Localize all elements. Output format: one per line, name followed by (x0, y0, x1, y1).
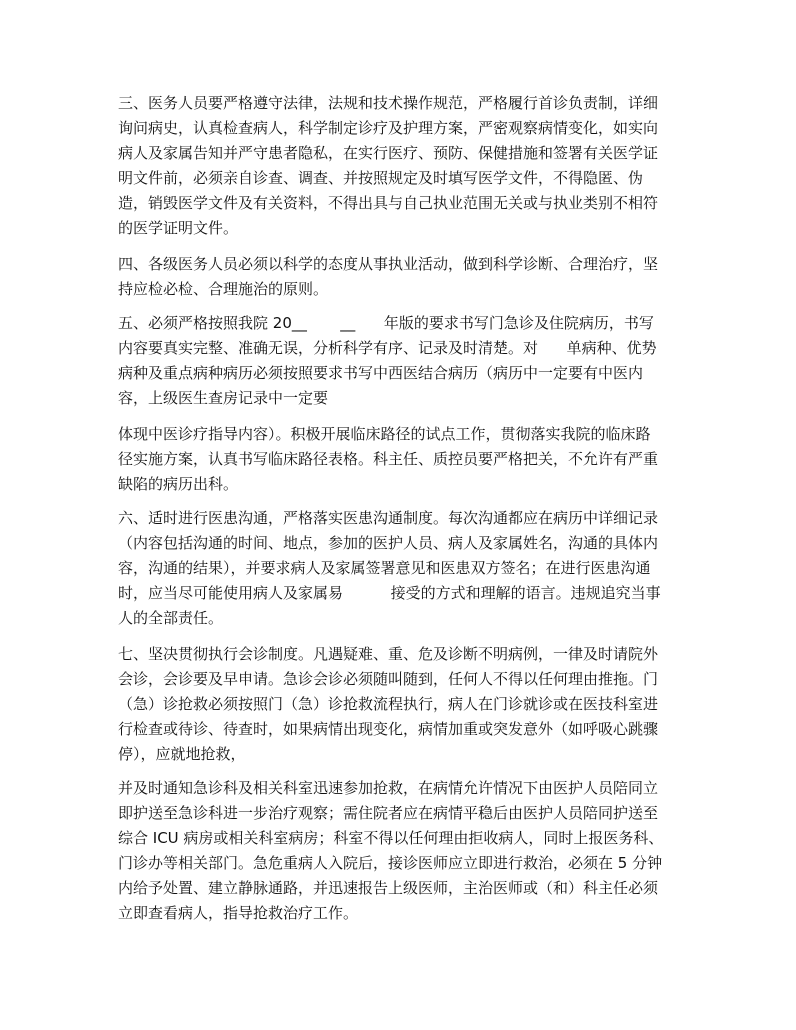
text-line: 时，应当尽可能使用病人及家属易 接受的方式和理解的语言。违规追究当事 (118, 584, 661, 602)
text-line: 造，销毁医学文件及有关资料，不得出具与自己执业范围无关或与执业类别不相符 (118, 194, 659, 212)
text-line: （内容包括沟通的时间、地点，参加的医护人员、病人及家属姓名，沟通的具体内 (118, 534, 659, 552)
text-line: 病种及重点病种病历必须按照要求书写中西医结合病历（病历中一定要有中医内 (118, 364, 644, 382)
text-line: 人的全部责任。 (118, 609, 224, 627)
text-line: 立即查看病人，指导抢救治疗工作。 (118, 904, 359, 922)
text-line: 门诊办等相关部门。急危重病人入院后，接诊医师应立即进行救治，必须在 5 分钟 (118, 854, 663, 872)
text-line: 内容要真实完整、准确无误，分析科学有序、记录及时清楚。对 单病种、优势 (118, 339, 657, 357)
text-line: 询问病史，认真检查病人，科学制定诊疗及护理方案，严密观察病情变化，如实向 (118, 119, 659, 137)
text-line: 内给予处置、建立静脉通路，并迅速报告上级医师，主治医师或（和）科主任必须 (118, 879, 659, 897)
text-line: 四、各级医务人员必须以科学的态度从事执业活动，做到科学诊断、合理治疗，坚 (118, 255, 659, 273)
text-line: 缺陷的病历出科。 (118, 475, 239, 493)
text-line: 径实施方案，认真书写临床路径表格。科主任、质控员要严格把关，不允许有严重 (118, 450, 659, 468)
text-line: 并及时通知急诊科及相关科室迅速参加抢救，在病情允许情况下由医护人员陪同立 (118, 779, 659, 797)
text-line: 综合 ICU 病房或相关科室病房；科室不得以任何理由拒收病人，同时上报医务科、 (118, 829, 664, 847)
text-line: 容，上级医生查房记录中一定要 (118, 389, 329, 407)
text-line: 容，沟通的结果），并要求病人及家属签署意见和医患双方签名；在进行医患沟通 (118, 559, 651, 577)
text-line: 三、医务人员要严格遵守法律，法规和技术操作规范，严格履行首诊负责制，详细 (118, 94, 659, 112)
text-line: 七、坚决贯彻执行会诊制度。凡遇疑难、重、危及诊断不明病例，一律及时请院外 (118, 645, 659, 663)
text-line: 停），应就地抢救， (118, 745, 246, 763)
text-line: 行检查或待诊、待查时，如果病情出现变化，病情加重或突发意外（如呼吸心跳骤 (118, 720, 659, 738)
text-line: 即护送至急诊科进一步治疗观察；需住院者应在病情平稳后由医护人员陪同护送至 (118, 804, 659, 822)
text-line: 病人及家属告知并严守患者隐私，在实行医疗、预防、保健措施和签署有关医学证 (118, 144, 659, 162)
text-line: 五、必须严格按照我院 20__ __ 年版的要求书写门急诊及住院病历，书写 (118, 314, 654, 332)
text-line: 的医学证明文件。 (118, 219, 239, 237)
text-line: 会诊，会诊要及早申请。急诊会诊必须随叫随到，任何人不得以任何理由推拖。门 (118, 670, 659, 688)
text-line: 持应检必检、合理施治的原则。 (118, 280, 329, 298)
text-line: 六、适时进行医患沟通，严格落实医患沟通制度。每次沟通都应在病历中详细记录 (118, 509, 659, 527)
text-line: 明文件前，必须亲自诊查、调查、并按照规定及时填写医学文件，不得隐匿、伪 (118, 169, 644, 187)
text-line: （急）诊抢救必须按照门（急）诊抢救流程执行，病人在门诊就诊或在医技科室进 (118, 695, 659, 713)
text-line: 体现中医诊疗指导内容）。积极开展临床路径的试点工作，贯彻落实我院的临床路 (118, 425, 651, 443)
